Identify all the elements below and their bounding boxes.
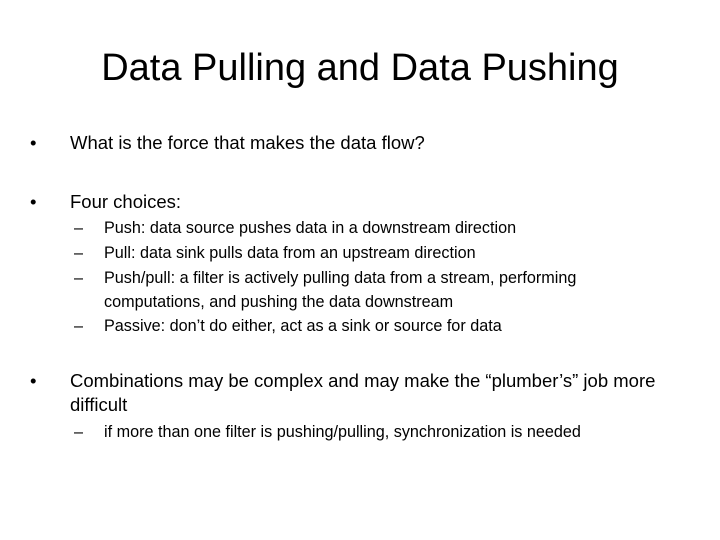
- sub-bullet-text: Passive: don’t do either, act as a sink or source for data: [104, 317, 502, 335]
- sub-bullet-text: if more than one filter is pushing/pulling, synchronization is needed: [104, 423, 581, 441]
- bullet-marker: •: [30, 132, 37, 153]
- bullet-text: What is the force that makes the data flow?: [70, 132, 425, 153]
- sub-bullet-text: Push: data source pushes data in a downstream direction: [104, 219, 517, 237]
- bullet-text: Four choices:: [70, 191, 182, 212]
- slide-title: Data Pulling and Data Pushing: [101, 47, 619, 89]
- bullet-text: Combinations may be complex and may make the “plumber’s” job more difficult: [70, 370, 656, 415]
- bullet-marker: •: [30, 191, 37, 212]
- sub-bullet-marker: –: [74, 219, 84, 237]
- sub-bullet-text: Push/pull: a filter is actively pulling data from a stream, performing computations, and pushing the data downstream: [104, 269, 577, 311]
- sub-bullet-marker: –: [74, 244, 84, 262]
- bullet-marker: •: [30, 370, 37, 391]
- sub-bullet-marker: –: [74, 423, 84, 441]
- sub-bullet-marker: –: [74, 269, 84, 287]
- sub-bullet-marker: –: [74, 317, 84, 335]
- sub-bullet-text: Pull: data sink pulls data from an upstream direction: [104, 244, 476, 262]
